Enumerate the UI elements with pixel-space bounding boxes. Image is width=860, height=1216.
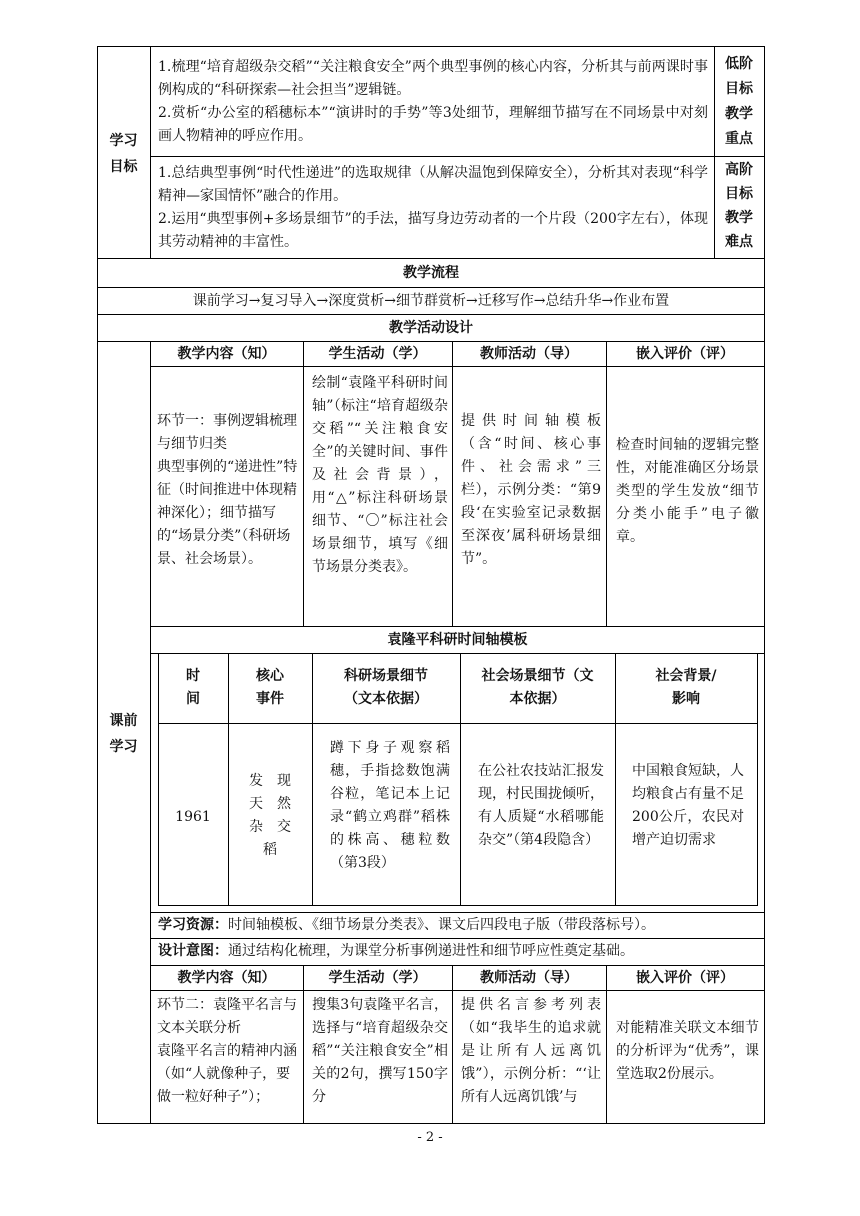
intent-label: 设计意图：	[158, 943, 228, 959]
header2-content: 教学内容（知）	[177, 970, 276, 986]
activity1-content: 环节一：事例逻辑梳理与细节归类 典型事例的“递进性”特征（时间推进中体现精神深化）；细节描写的“场景分类”（科研场景、社会场景）。	[157, 413, 298, 567]
header2-teacher: 教师活动（导）	[480, 970, 578, 986]
header-teacher: 教师活动（导）	[480, 346, 578, 362]
objectives-label: 学习 目标	[109, 133, 138, 175]
activity1-col3	[606, 341, 607, 626]
template-header-social: 社会场景细节（文 本依据）	[481, 668, 594, 707]
stage-divider	[150, 341, 151, 1124]
template-header-background: 社会背景/ 影响	[655, 668, 717, 707]
design-title: 教学活动设计	[389, 320, 473, 336]
flow-steps: 课前学习→复习导入→深度赏析→细节群赏析→迁移写作→总结升华→作业布置	[192, 293, 670, 309]
activity1-header-bottom	[150, 366, 765, 367]
activity2-header-bottom	[150, 990, 765, 991]
resources-label: 学习资源：	[158, 917, 228, 933]
intent-text: 通过结构化梳理，为课堂分析事例递进性和细节呼应性奠定基础。	[228, 943, 634, 959]
intent-row	[158, 940, 758, 963]
flow-mid-border	[97, 287, 765, 288]
activity1-teacher: 提供时间轴模板（含“时间、核心事件、社会需求”三栏），示例分类：“第9段‘在实验室记录数据至深夜’属科研场景细节”。	[461, 413, 601, 567]
template-bottom	[158, 905, 758, 906]
low-objective-tag: 低阶 目标 教学 重点	[725, 56, 753, 147]
stage-label: 课前 学习	[109, 713, 138, 755]
template-row-research: 蹲下身子观察稻穗，手指捻数饱满谷粒，笔记本上记录“鹤立鸡群”稻株的株高、穗粒数（第3段）	[330, 740, 450, 871]
resources-top	[150, 912, 765, 913]
page-number: - 2 -	[417, 1130, 443, 1145]
activity2-header-top	[150, 965, 765, 966]
table-bottom-border	[97, 1123, 765, 1124]
template-title: 袁隆平科研时间轴模板	[387, 632, 528, 648]
low-objective-text: 1.梳理“培育超级杂交稻”“关注粮食安全”两个典型事例的核心内容，分析其与前两课时事例构成的“科研探索—社会担当”逻辑链。 2.赏析“办公室的稻穗标本”“演讲时的手势”等3处细节，理解细节描写在不同场景中对刻画人物精神的呼应作用。	[158, 59, 708, 144]
template-row-time: 1961	[175, 809, 211, 825]
table-top-border	[97, 46, 765, 47]
activity2-evaluation: 对能精准关联文本细节的分析评为“优秀”，课堂选取2份展示。	[616, 1020, 759, 1082]
activity2-student: 搜集3句袁隆平名言，选择与“培育超级杂交稻”“关注粮食安全”相关的2句，撰写150字分	[312, 997, 448, 1105]
high-objective-text: 1.总结典型事例“时代性递进”的选取规律（从解决温饱到保障安全），分析其对表现“科学精神—家国情怀”融合的作用。 2.运用“典型事例+多场景细节”的手法，描写身边劳动者的一个片段（200字左右），体现其劳动精神的丰富性。	[158, 165, 708, 250]
resources-row	[158, 914, 758, 937]
header-student: 学生活动（学）	[328, 346, 427, 362]
template-header-bottom	[158, 723, 758, 724]
activity1-evaluation: 检查时间轴的逻辑完整性，对能准确区分场景类型的学生发放“细节分类小能手”电子徽章。	[616, 437, 759, 545]
header-evaluation: 嵌入评价（评）	[636, 346, 734, 362]
template-row-event: 发 现 天 然 杂 交 稻	[249, 773, 291, 858]
header-content: 教学内容（知）	[177, 346, 276, 362]
activity1-col2	[452, 341, 453, 626]
table-left-border	[97, 46, 98, 1124]
template-header-research: 科研场景细节 （文本依据）	[344, 668, 428, 707]
design-bottom-border	[97, 341, 765, 342]
table-right-border	[764, 46, 765, 1124]
design-top-border	[97, 314, 765, 315]
flow-top-border	[97, 258, 765, 259]
template-right	[757, 653, 758, 905]
high-objective-tag: 高阶 目标 教学 难点	[725, 162, 753, 250]
objective-row-divider	[150, 156, 765, 157]
template-title-bottom	[150, 653, 765, 654]
activity1-student: 绘制“袁隆平科研时间轴”（标注“培育超级杂交稻”“关注粮食安全”的关键时间、事件及社会背景），用“△”标注科研场景细节、“〇”标注社会场景细节，填写《细节场景分类表》。	[312, 375, 448, 575]
intent-top	[150, 938, 765, 939]
activity2-teacher: 提供名言参考列表（如“我毕生的追求就是让所有人远离饥饿”），示例分析：“‘让所有人远离饥饿’与	[461, 997, 601, 1105]
objective-label-divider	[150, 46, 151, 258]
activity2-content: 环节二：袁隆平名言与文本关联分析 袁隆平名言的精神内涵（如“人就像种子，要做一粒好种子”）；	[157, 997, 297, 1105]
activity1-bottom	[150, 626, 765, 627]
flow-title: 教学流程	[403, 265, 459, 281]
template-row-background: 中国粮食短缺，人均粮食占有量不足200公斤，农民对增产迫切需求	[632, 763, 744, 848]
template-header-event: 核心 事件	[256, 668, 284, 707]
header2-student: 学生活动（学）	[328, 970, 427, 986]
template-header-time: 时 间	[186, 668, 200, 707]
template-row-social: 在公社农技站汇报发现，村民围拢倾听，有人质疑“水稻哪能杂交”（第4段隐含）	[478, 763, 604, 848]
header2-evaluation: 嵌入评价（评）	[636, 970, 734, 986]
activity1-col1	[303, 341, 304, 626]
resources-text: 时间轴模板、《细节场景分类表》、课文后四段电子版（带段落标号）。	[228, 917, 655, 933]
